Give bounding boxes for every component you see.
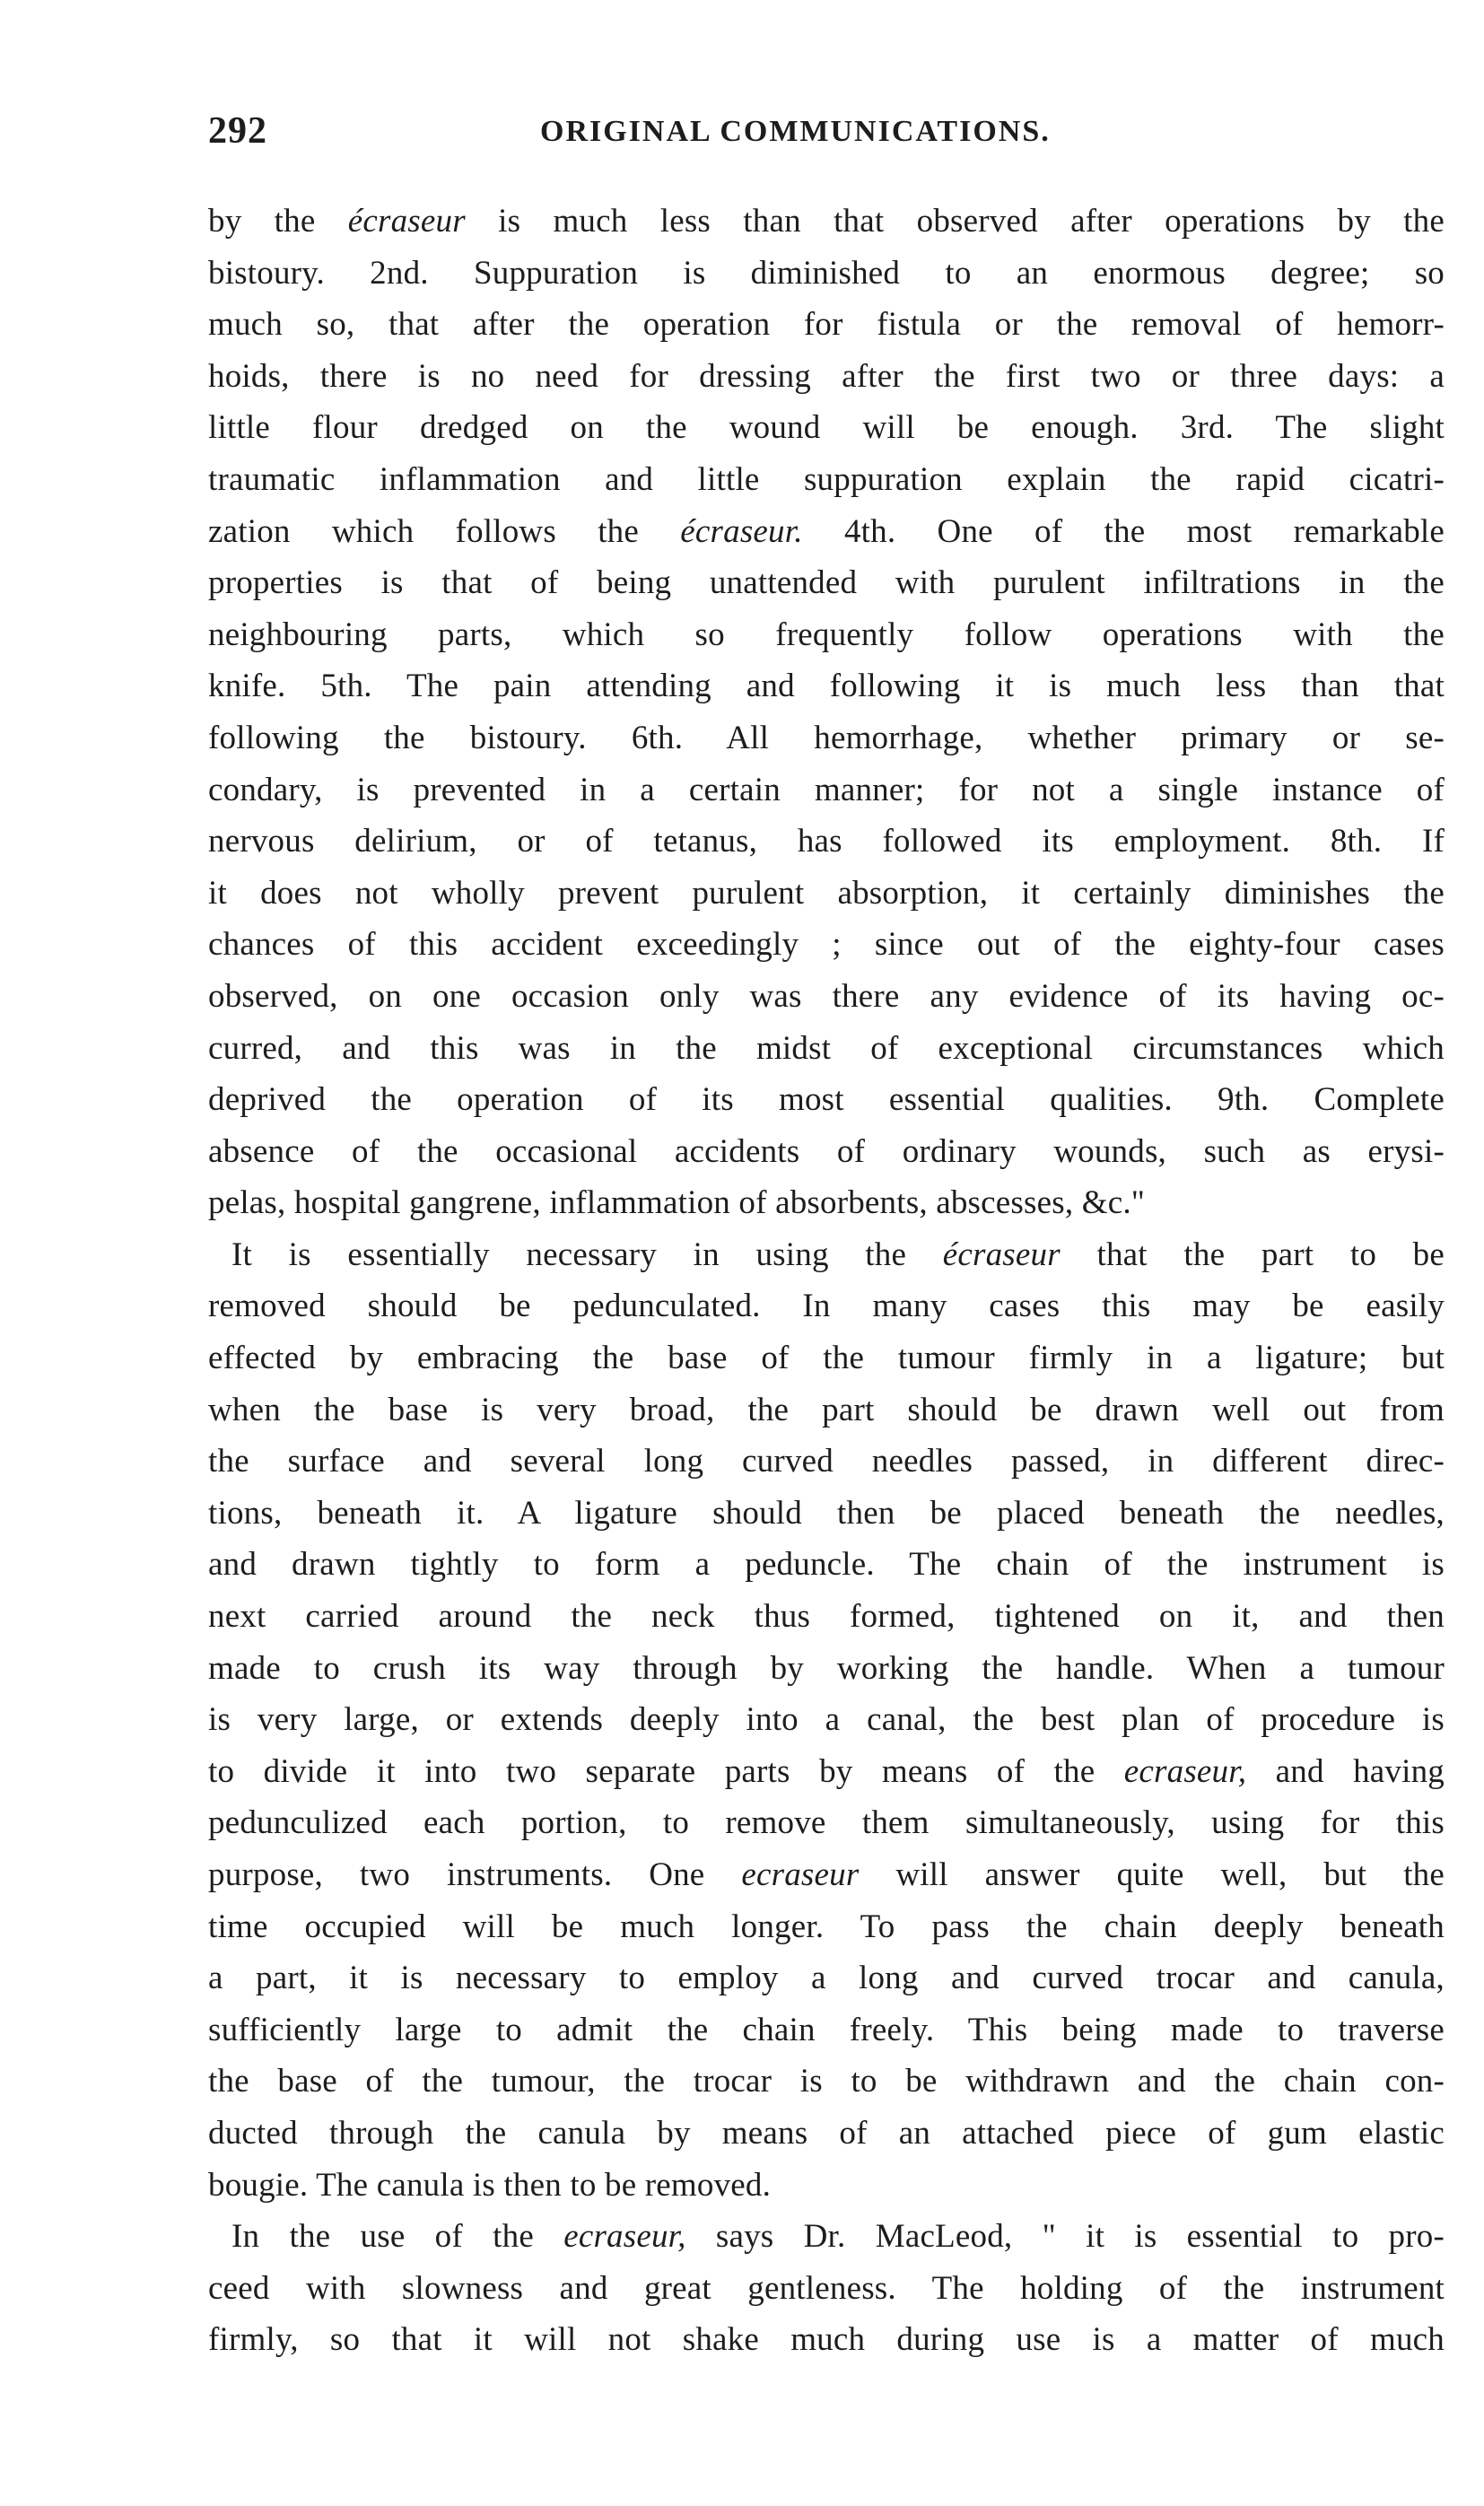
text-line-segment: sufficiently large to admit the chain freely. This being made to traverse xyxy=(208,2011,1445,2048)
text-line xyxy=(208,1229,1445,1281)
text-line-segment: chances of this accident exceedingly ; since out of the eighty-four cases xyxy=(208,926,1445,964)
text-line xyxy=(208,2211,1445,2263)
text-line-segment: little flour dredged on the wound will be enough. 3rd. The slight xyxy=(208,409,1445,447)
text-line xyxy=(208,1694,1445,1746)
text-line-segment: purpose, two instruments. One xyxy=(208,1856,742,1893)
text-line xyxy=(208,2056,1445,2108)
text-line xyxy=(208,2263,1445,2315)
text-line xyxy=(208,1177,1445,1229)
text-line-segment: zation which follows the xyxy=(208,512,681,550)
text-line xyxy=(208,971,1445,1023)
text-line xyxy=(208,1074,1445,1126)
text-line xyxy=(208,1952,1445,2004)
text-line-segment: firmly, so that it will not shake much during use is a matter of much xyxy=(208,2321,1445,2359)
text-line-segment: when the base is very broad, the part should be drawn well out from xyxy=(208,1391,1445,1428)
text-line-segment: following the bistoury. 6th. All hemorrhage, whether primary or se- xyxy=(208,719,1445,756)
text-line xyxy=(208,1332,1445,1384)
text-line xyxy=(208,1488,1445,1540)
text-line xyxy=(208,2160,1445,2212)
text-line-segment: pedunculized each portion, to remove them simultaneously, using for this xyxy=(208,1804,1445,1842)
text-line xyxy=(208,2314,1445,2366)
page-number: 292 xyxy=(208,110,267,152)
text-line-segment: a part, it is necessary to employ a long and curved trocar and canula, xyxy=(208,1960,1445,1997)
text-line-segment: by the xyxy=(208,203,348,240)
text-line xyxy=(208,1384,1445,1436)
text-line xyxy=(208,1023,1445,1075)
text-line-segment: hoids, there is no need for dressing after the first two or three days: a xyxy=(208,357,1445,395)
text-line-segment: nervous delirium, or of tetanus, has followed its employment. 8th. If xyxy=(208,823,1445,860)
text-line-segment: traumatic inflammation and little suppuration explain the rapid cicatri- xyxy=(208,460,1445,498)
italic-term: ecraseur, xyxy=(563,2218,686,2256)
text-line-segment: says Dr. MacLeod, " it is essential to pro- xyxy=(685,2218,1445,2256)
text-line-segment: It is essentially necessary in using the xyxy=(231,1236,943,1273)
text-line xyxy=(208,1797,1445,1849)
text-line-segment: condary, is prevented in a certain manner; for not a single instance of xyxy=(208,771,1445,808)
italic-term: écraseur xyxy=(347,203,466,240)
text-line-segment: that the part to be xyxy=(1060,1236,1445,1273)
text-line-segment: ducted through the canula by means of an attached piece of gum elastic xyxy=(208,2114,1445,2152)
text-line-segment: effected by embracing the base of the tumour firmly in a ligature; but xyxy=(208,1340,1445,1377)
italic-term: écraseur xyxy=(942,1236,1061,1273)
text-line-segment: absence of the occasional accidents of ordinary wounds, such as erysi- xyxy=(208,1132,1445,1170)
text-line xyxy=(208,609,1445,661)
text-line-segment: and having xyxy=(1246,1752,1445,1790)
text-line-segment: In the use of the xyxy=(231,2218,564,2256)
text-line-segment: tions, beneath it. A ligature should then be placed beneath the needles, xyxy=(208,1494,1445,1532)
text-line xyxy=(208,506,1445,558)
text-line xyxy=(208,402,1445,454)
text-line-segment: observed, on one occasion only was there any evidence of its having oc- xyxy=(208,977,1445,1015)
text-line-segment: 4th. One of the most remarkable xyxy=(802,512,1445,550)
text-line xyxy=(208,557,1445,609)
text-line-segment: the surface and several long curved needles passed, in different direc- xyxy=(208,1443,1445,1480)
text-line xyxy=(208,2004,1445,2056)
italic-term: ecraseur xyxy=(741,1856,860,1893)
text-line-segment: to divide it into two separate parts by means of the xyxy=(208,1752,1124,1790)
text-line xyxy=(208,1280,1445,1332)
text-line-segment: deprived the operation of its most essential qualities. 9th. Complete xyxy=(208,1081,1445,1119)
text-line-segment: time occupied will be much longer. To pass the chain deeply beneath xyxy=(208,1908,1445,1945)
text-line-segment: will answer quite well, but the xyxy=(859,1856,1445,1893)
text-line xyxy=(208,1643,1445,1695)
text-line xyxy=(208,764,1445,816)
text-line-segment: bougie. The canula is then to be removed. xyxy=(208,2166,772,2204)
text-line-segment: and drawn tightly to form a peduncle. The chain of the instrument is xyxy=(208,1546,1445,1584)
text-line-segment: the base of the tumour, the trocar is to be withdrawn and the chain con- xyxy=(208,2063,1445,2100)
text-line-segment: knife. 5th. The pain attending and following it is much less than that xyxy=(208,668,1445,705)
text-line-segment: removed should be pedunculated. In many cases this may be easily xyxy=(208,1288,1445,1325)
text-line xyxy=(208,248,1445,300)
text-line-segment: is much less than that observed after operations by the xyxy=(465,203,1445,240)
text-line-segment: is very large, or extends deeply into a canal, the best plan of procedure is xyxy=(208,1701,1445,1739)
text-line xyxy=(208,1849,1445,1901)
running-head-title: ORIGINAL COMMUNICATIONS. xyxy=(540,115,1051,148)
text-line xyxy=(208,1746,1445,1798)
text-line xyxy=(208,1901,1445,1953)
text-line-segment: curred, and this was in the midst of exceptional circumstances which xyxy=(208,1029,1445,1067)
text-line-segment: much so, that after the operation for fistula or the removal of hemorr- xyxy=(208,306,1445,344)
text-line xyxy=(208,919,1445,971)
text-line-segment: bistoury. 2nd. Suppuration is diminished to an enormous degree; so xyxy=(208,254,1445,292)
running-head xyxy=(208,109,1446,163)
italic-term: ecraseur, xyxy=(1123,1752,1247,1790)
text-line xyxy=(208,712,1445,764)
text-line xyxy=(208,1126,1445,1178)
text-line-segment: next carried around the neck thus formed, tightened on it, and then xyxy=(208,1598,1445,1636)
text-line-segment: ceed with slowness and great gentleness. The holding of the instrument xyxy=(208,2269,1445,2307)
text-line xyxy=(208,1436,1445,1488)
body-text xyxy=(208,196,1445,2366)
text-line xyxy=(208,868,1445,920)
text-line-segment: properties is that of being unattended with purulent infiltrations in the xyxy=(208,564,1445,602)
text-line xyxy=(208,454,1445,506)
text-line xyxy=(208,299,1445,351)
text-line-segment: it does not wholly prevent purulent absorption, it certainly diminishes the xyxy=(208,874,1445,912)
text-line xyxy=(208,660,1445,712)
text-line-segment: made to crush its way through by working the handle. When a tumour xyxy=(208,1649,1445,1687)
text-line-segment: pelas, hospital gangrene, inflammation of absorbents, abscesses, &c." xyxy=(208,1184,1146,1222)
text-line xyxy=(208,351,1445,403)
text-line xyxy=(208,2108,1445,2160)
italic-term: écraseur. xyxy=(680,512,803,550)
text-line-segment: neighbouring parts, which so frequently follow operations with the xyxy=(208,616,1445,653)
text-line xyxy=(208,816,1445,868)
text-line xyxy=(208,1591,1445,1643)
text-line xyxy=(208,196,1445,248)
text-line xyxy=(208,1539,1445,1591)
